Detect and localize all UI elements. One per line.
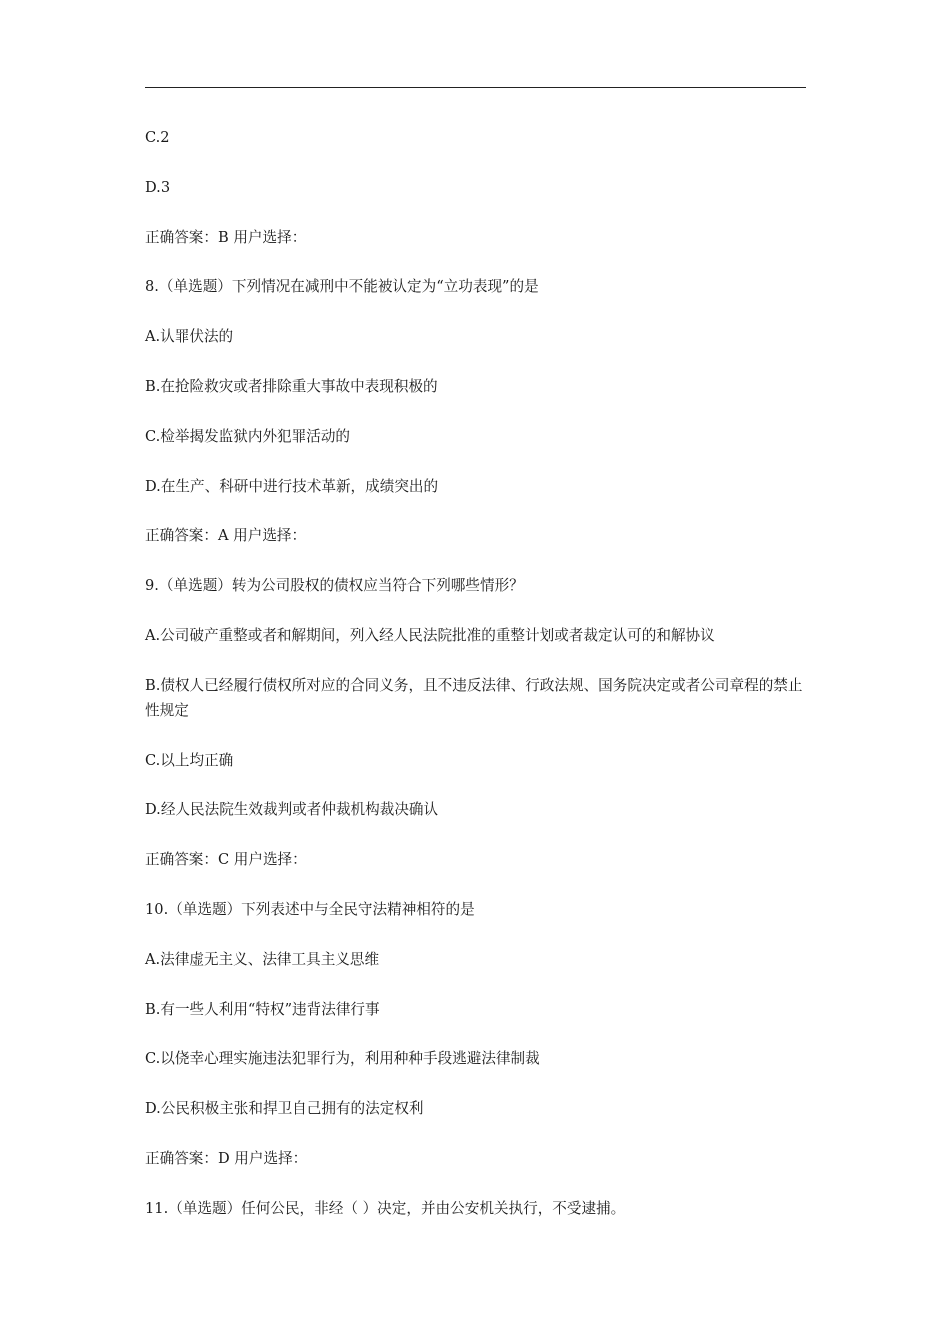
- option-a: A.法律虚无主义、法律工具主义思维: [145, 950, 380, 968]
- question-8: 8.（单选题）下列情况在减刑中不能被认定为“立功表现”的是: [145, 278, 539, 296]
- option-c: C.2: [145, 129, 170, 146]
- option-a: A.认罪伏法的: [145, 328, 234, 346]
- option-d: D.公民积极主张和捍卫自己拥有的法定权利: [145, 1100, 424, 1118]
- header-rule: [145, 87, 806, 88]
- answer-line: 正确答案：A 用户选择：: [145, 527, 307, 545]
- option-d: D.在生产、科研中进行技术革新，成绩突出的: [145, 477, 439, 495]
- document-body: [145, 125, 806, 1246]
- option-d: D.3: [145, 178, 171, 196]
- answer-line: 正确答案：B 用户选择：: [145, 228, 307, 246]
- option-b: B.有一些人利用“特权”违背法律行事: [145, 1000, 380, 1018]
- question-10: 10.（单选题）下列表述中与全民守法精神相符的是: [145, 900, 475, 918]
- answer-line: 正确答案：D 用户选择：: [145, 1149, 308, 1167]
- option-b: B.债权人已经履行债权所对应的合同义务，且不违反法律、行政法规、国务院决定或者公司章程的禁止性规定: [145, 676, 803, 719]
- question-11: 11.（单选题）任何公民，非经（ ）决定，并由公安机关执行，不受逮捕。: [145, 1199, 626, 1217]
- option-b: B.在抢险救灾或者排除重大事故中表现积极的: [145, 377, 438, 395]
- option-c: C.以侥幸心理实施违法犯罪行为，利用种种手段逃避法律制裁: [145, 1050, 540, 1068]
- question-9: 9.（单选题）转为公司股权的债权应当符合下列哪些情形？: [145, 577, 524, 595]
- answer-line: 正确答案：C 用户选择：: [145, 851, 307, 869]
- option-c: C.检举揭发监狱内外犯罪活动的: [145, 427, 351, 445]
- option-a: A.公司破产重整或者和解期间，列入经人民法院批准的重整计划或者裁定认可的和解协议: [145, 626, 715, 644]
- option-c: C.以上均正确: [145, 751, 234, 769]
- option-d: D.经人民法院生效裁判或者仲裁机构裁决确认: [145, 801, 439, 819]
